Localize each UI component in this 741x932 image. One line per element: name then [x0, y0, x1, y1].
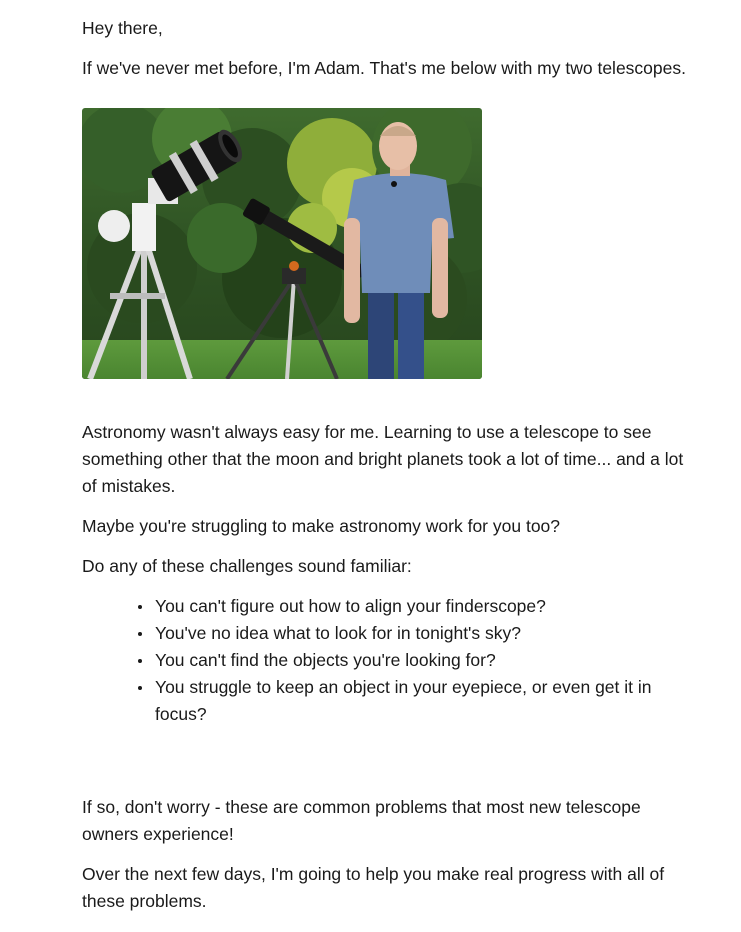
- list-item: You can't find the objects you're looking for?: [137, 647, 694, 674]
- paragraph-question: Maybe you're struggling to make astronomy work for you too?: [82, 516, 561, 536]
- list-item: You can't figure out how to align your finderscope?: [137, 593, 694, 620]
- paragraph-reassurance: If so, don't worry - these are common problems that most new telescope owners experience!: [82, 797, 641, 844]
- list-item: You struggle to keep an object in your eyepiece, or even get it in focus?: [137, 674, 695, 728]
- paragraph-next-steps: Over the next few days, I'm going to help you make real progress with all of these problems.: [82, 864, 665, 911]
- greeting-text: Hey there,: [82, 18, 163, 38]
- intro-text: If we've never met before, I'm Adam. That's me below with my two telescopes.: [82, 58, 686, 78]
- paragraph-challenges-intro: Do any of these challenges sound familiar:: [82, 556, 412, 576]
- paragraph-struggle-story: Astronomy wasn't always easy for me. Learning to use a telescope to see something other that the moon and bright planets took a lot of time... and a lot of mistakes.: [82, 422, 684, 496]
- author-telescopes-photo: [82, 108, 482, 379]
- challenges-list: [82, 593, 694, 728]
- email-body: [82, 15, 694, 928]
- list-item: You've no idea what to look for in tonight's sky?: [137, 620, 694, 647]
